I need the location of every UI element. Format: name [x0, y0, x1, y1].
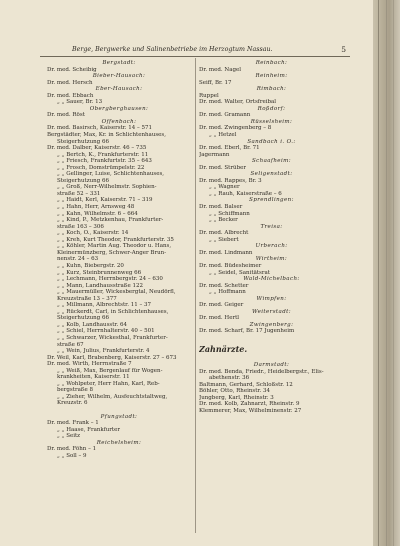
directory-entry: nenstr. 24 – 63	[57, 256, 99, 263]
directory-entry: „ „ Lechmann, Herrnbergstr. 24 – 630	[57, 276, 163, 283]
place-heading: Reinheim:	[255, 73, 288, 80]
place-heading: Pfungstadt:	[100, 413, 138, 420]
directory-entry: Dr. med. Hertl	[199, 315, 240, 322]
directory-entry: „ „ Kurz, Steinbrunnenweg 66	[57, 269, 142, 276]
directory-entry: Kleinermünzberg, Schwer-Anger Brun-	[57, 249, 167, 256]
directory-entry: Dr. med. Basirsch, Kaiserstr. 14 – 571	[47, 125, 153, 132]
directory-entry: „ „ Schiffmann	[209, 210, 250, 217]
directory-entry: „ „ Becker	[209, 217, 238, 224]
directory-entry: Jagermann	[199, 151, 230, 158]
place-heading: Schaafheim:	[251, 158, 291, 165]
directory-entry: Dr. med. Lindmann	[199, 249, 253, 256]
place-heading: Eber-Hausach:	[95, 86, 143, 93]
directory-entry: Dr. med. Büdesheimer	[199, 262, 262, 269]
directory-entry: straße 163 – 306	[57, 223, 104, 230]
directory-entry: bergstraße 8	[57, 387, 94, 394]
directory-entry: Kreuzstr. 6	[57, 400, 88, 407]
right-column	[199, 60, 344, 414]
directory-entry: abethenstr. 36	[209, 375, 250, 382]
directory-entry: „ „ Kreh, Kurt Theodor, Frankfurterstr. 35	[57, 236, 174, 243]
directory-entry: Dr. med. Schetter	[199, 282, 249, 289]
place-heading: Seligenstadt:	[250, 171, 293, 178]
directory-entry: Dr. med. Frank – 1	[47, 420, 99, 427]
directory-entry: „ „ Köhler, Martin Aug. Theodor u. Hans,	[57, 243, 172, 250]
directory-entry: Dr. med. Hersch	[47, 79, 93, 86]
directory-entry: „ „ Kolb, Landhausstr. 64	[57, 321, 127, 328]
directory-entry: Dr. med. Walter, Ortsfreibal	[199, 99, 277, 106]
directory-entry: Seiff, Br. 17	[199, 79, 232, 86]
directory-entry: „ „ Koch, O., Kaiserstr. 14	[57, 230, 129, 237]
directory-entry: „ „ Schwarzer, Wickesthal, Frankfurter-	[57, 334, 168, 341]
directory-entry: Baltmann, Gerhard, Schloßstr. 12	[199, 381, 293, 388]
directory-entry: „ „ Mann, Landhausstraße 122	[57, 282, 143, 289]
directory-entry: Steigerhutzung 66	[57, 138, 109, 145]
directory-entry: „ „ Mauermüller, Wickesbergtal, Neudörfl,	[57, 289, 176, 296]
place-heading: Obergberghausen:	[89, 105, 149, 112]
directory-entry: Dr. med. Scheibig	[47, 66, 97, 73]
directory-entry: „ „ Wein, Julius, Frankfurterstr. 4	[57, 348, 150, 355]
place-heading: Wald-Michelbach:	[243, 276, 300, 283]
directory-entry: „ „ Bertch, K., Frankfurterstr. 11	[57, 151, 149, 158]
directory-entry: „ „ Kuhn, Biebergstr. 20	[57, 262, 124, 269]
directory-entry: Dr. med. Rappes, Br. 3	[199, 177, 262, 184]
place-heading: Weiterstadt:	[251, 308, 291, 315]
directory-entry: Bergstädter, Max, Kr. in Schlichtenhauses,	[47, 132, 167, 139]
directory-entry: Dr. med. Balser	[199, 204, 243, 211]
directory-entry: „ „ Hetzel	[209, 132, 237, 139]
directory-entry: Dr. med. Geiger	[199, 302, 244, 309]
place-heading: Bergstadt:	[102, 60, 136, 66]
directory-entry: „ „ Frosch, Domstrümpelstr. 22	[57, 164, 145, 171]
directory-entry: „ „ Wohlpeter, Herr Hahn, Karl, Reb-	[57, 380, 160, 387]
directory-entry: Dr. med. Föhn – 1	[47, 446, 97, 453]
page-edge-line	[393, 0, 394, 546]
header-rule	[40, 56, 350, 57]
directory-entry: Dr. med. Nagel	[199, 66, 242, 73]
directory-entry: Steigerhutzung 66	[57, 315, 109, 322]
directory-entry: „ „ Groß, Nerr-Wilhelmstr. Sophien-	[57, 184, 157, 191]
directory-entry: Ruppel	[199, 92, 219, 99]
directory-entry	[199, 335, 344, 342]
directory-entry: Klemmerer, Max, Wilhelminenstr. 27	[199, 407, 302, 414]
directory-entry: Dr. med. Ebbach	[47, 92, 94, 99]
directory-entry: Jungberg, Karl, Rheinstr. 3	[199, 394, 274, 401]
place-heading: Wirtheim:	[255, 256, 288, 263]
place-heading: Rimbach:	[256, 86, 287, 93]
place-heading: Sprendlingen:	[249, 197, 294, 204]
directory-entry: krankheiten, Kaiserstr. 11	[57, 374, 130, 381]
directory-entry: „ „ Rückerdt, Carl, in Schlichtenhauses,	[57, 308, 169, 315]
directory-entry: „ „ Soll – 9	[57, 452, 87, 459]
directory-entry: Dr. med. Gramann	[199, 112, 251, 119]
directory-entry: Dr. med. Zwingenberg – 8	[199, 125, 272, 132]
directory-entry: „ „ Haase, Frankfurter	[57, 426, 121, 433]
directory-entry: Steigerhutzung 66	[57, 177, 109, 184]
place-heading: Reichelsheim:	[96, 439, 142, 446]
page-edge-line	[386, 0, 387, 546]
directory-entry: „ „ Sauer, Br. 13	[57, 99, 103, 106]
place-heading: Darmstadt:	[253, 362, 290, 369]
directory-entry: Dr. med. Röst	[47, 112, 85, 119]
directory-entry: „ „ Gellinger, Luise, Schlichtenhauses,	[57, 171, 165, 178]
page-number: 5	[341, 45, 346, 54]
place-heading: Offenbach:	[101, 118, 137, 125]
place-heading: Roßdorf:	[257, 105, 286, 112]
section-heading: Zahnärzte.	[199, 344, 248, 354]
directory-entry: „ „ Kind, P., Metzkenhau, Frankfurter-	[57, 217, 164, 224]
directory-entry: straße 67	[57, 341, 84, 348]
place-heading: Zwingenberg:	[249, 321, 294, 328]
directory-entry: Dr. med. Dalber, Kaiserstr. 46 – 735	[47, 145, 147, 152]
place-heading: Wimpfen:	[256, 295, 287, 302]
directory-entry: „ „ Schiel, Herrnhalterstr. 40 – 501	[57, 328, 155, 335]
directory-entry: „ „ Siebert	[209, 236, 239, 243]
left-column	[47, 60, 191, 459]
place-heading: Treisa:	[260, 223, 283, 230]
place-heading: Urberach:	[255, 243, 288, 250]
directory-entry: „ „ Kahn, Wilhelmstr. 6 – 664	[57, 210, 138, 217]
directory-entry: „ „ Hahn, Herr, Arnsweg 48	[57, 204, 135, 211]
directory-entry: „ „ Friesch, Frankfurtstr. 35 – 643	[57, 158, 152, 165]
directory-entry: „ „ Haidt, Kerl, Kaiserstr. 71 – 319	[57, 197, 153, 204]
place-heading: Bieber-Hausach:	[92, 73, 146, 80]
directory-entry: „ „ Millmann, Albrechtstr. 11 – 37	[57, 302, 151, 309]
directory-entry: „ „ Weiß, Max, Bergenlauf für Wogen-	[57, 367, 163, 374]
directory-entry: straße 52 – 331	[57, 190, 101, 197]
directory-entry: Dr. med. Scharf, Br. 17 Jugenheim	[199, 328, 295, 335]
directory-entry: Dr. med. Benda, Friedr., Heidelbergstr., Elis-	[199, 368, 324, 375]
running-header	[40, 46, 360, 56]
column-divider	[195, 58, 196, 533]
place-heading: Rüsselsheim:	[250, 118, 293, 125]
directory-entry: „ „ Zieher, Wilhelm, Ausfeuchtstaltweg,	[57, 393, 168, 400]
place-heading: Reinbach:	[255, 60, 288, 66]
page-edge-line	[378, 0, 379, 546]
directory-entry: „ „ Wagner	[209, 184, 240, 191]
directory-entry: Dr. med. Wirth, Herrnstraße 7	[47, 361, 132, 368]
directory-entry: Dr. med. Kolb, Zahnarzt, Rheinstr. 9	[199, 401, 300, 408]
directory-entry: Dr. med. Eberl, Br. 71	[199, 145, 260, 152]
directory-entry: Kreuzstraße 13 – 377	[57, 295, 117, 302]
directory-entry: Dr. med. Albrecht	[199, 230, 249, 237]
directory-entry: Böhler, Otto, Rheinstr. 34	[199, 388, 270, 395]
directory-entry: „ „ Rauh, Kaiserstraße – 6	[209, 190, 282, 197]
directory-entry: „ „ Hoffmann	[209, 289, 246, 296]
place-heading: Sandbach i. O.:	[247, 138, 296, 145]
running-title: Berge, Bergwerke und Salinenbetriebe im Herzogtum Nassau.	[72, 46, 273, 53]
directory-entry: Dr. med. Strüber	[199, 164, 246, 171]
directory-entry: „ „ Seidel, Sanitätsrat	[209, 269, 270, 276]
directory-entry: „ „ Seitz	[57, 433, 81, 440]
directory-entry: Dr. Weil, Karl, Brabenberg, Kaiserstr. 27 – 673	[47, 354, 177, 361]
